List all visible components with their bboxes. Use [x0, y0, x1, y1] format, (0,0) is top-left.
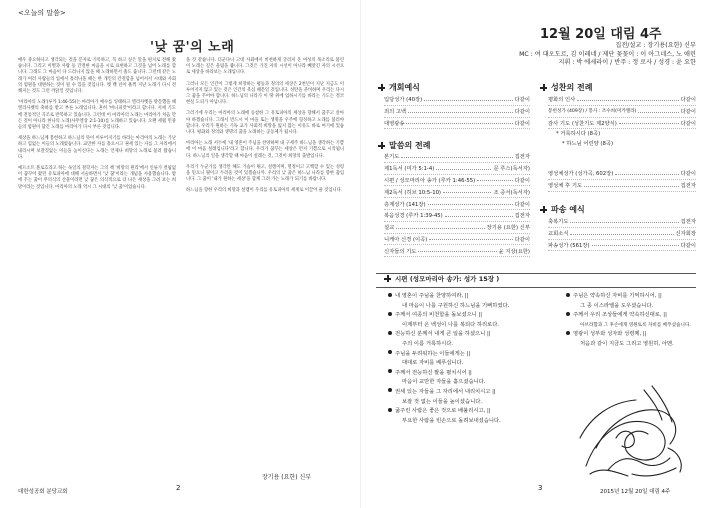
cross-icon [378, 84, 385, 91]
order-item: 시편 / 성모마리아 송가 (루카 1:46-55) 다같이 [384, 175, 530, 187]
verse-line: 주께서 우리 조상들에게 약속하신대로, || [566, 311, 691, 321]
sub-item: * 거룩하시다 (8곡) [556, 131, 601, 137]
section-heading-sacrament: 성찬의 전례 [540, 82, 592, 93]
cross-icon [378, 142, 385, 149]
verse-line: 그 종 이스라엘을 도우셨습니다. [580, 302, 654, 309]
verse-line: 대대로 자비를 베푸십니다. [402, 360, 464, 367]
order-item: 영성체성가 (성가곡, 602장) 다같이 [548, 168, 696, 180]
section-heading-dismissal: 파송 예식 [540, 204, 585, 215]
section-heading-opening: 개회예식 [378, 82, 420, 93]
order-item: 대영광송 다같이 [384, 118, 530, 130]
order-item: 입당성가 (40장) 다같이 [384, 94, 530, 106]
verse-line: 보잘 것 없는 이들을 높이셨습니다. [402, 398, 483, 405]
eucharist-sublist [556, 129, 613, 149]
page-number-left: 2 [176, 484, 181, 492]
word-order-list [384, 151, 530, 257]
cross-icon [540, 206, 547, 213]
order-item: 설교 장기용 (요한) 신부 [384, 222, 530, 234]
order-item: 신자들의 기도 윤 지상(요한) [384, 245, 530, 257]
sermon-column-2 [186, 58, 344, 200]
paragraph: 우리가 누군가를 생각만 해도 가슴이 뛰고, 설렘이며, 열정이고 고백할 수 있는 성령을 믿으니 뭣이고 두려울 것이 있겠습니까. 우리의 낮 꿈은 하느님 나라를 향한 꿈입니다. 그 꿈이 '내가 원하는 세상'을 함께 그려 가는 노래가 되기를 바랍니다. [186, 164, 344, 183]
order-item: 교회소식 신자회장 [548, 228, 696, 240]
page-number-right: 3 [538, 484, 543, 492]
order-item: 본기도 집전자 [384, 151, 530, 163]
communion-order-list [548, 168, 696, 192]
verse-line: 주님을 두려워하는 이들에게는 || [388, 350, 509, 360]
sermon-column-1 [18, 58, 176, 196]
order-item: 봉헌성가 (409장) / 봉사 : 조수희(미카엘라) 다같이 [548, 106, 696, 118]
order-item: 영성체 후 기도 집전자 [548, 180, 696, 192]
order-item: 죄의 고백 다같이 [384, 106, 530, 118]
credit-line: 집전/설교 : 장기용(요한) 신부 [615, 42, 696, 49]
paragraph: 세상을 하느님께 봉헌하고 하느님의 뜻이 이루어지기를 바라는 마리아의 노래는 가난하고 힘없는 이들의 노래였습니다. 교만한 자를 흩으시고 권세 있는 자를 그 자리에서 내리시며 보잘것없는 이들을 높이신다는 노래는 언제나 희망의 노래로 불려 왔습니다. [18, 136, 176, 160]
order-item: 감사 기도 (성찬기도 제2양식) 다같이 [548, 118, 696, 130]
order-item: 복음성경 (루카 1:39-45) 집전자 [384, 210, 530, 222]
verse-line: 아브라함과 그 후손에게 영원토록 자비를 베푸셨습니다. [580, 322, 691, 328]
paragraph: 하느님을 향한 우리의 희망과 설렘이 우리를 유토피아의 세계로 이끌어 줄 것입니다. [186, 188, 343, 194]
verse-line: 마음이 교만한 자들을 흩으셨습니다. [402, 379, 486, 386]
order-item: 니케아 신경 (이곡) 다같이 [384, 234, 530, 246]
verse-line: 주의 이름 거룩하시다. [402, 340, 454, 347]
dismissal-order-list [548, 216, 696, 251]
opening-order-list [384, 94, 530, 129]
sermon-signature: 장기용 (요한) 신부 [262, 474, 312, 481]
order-item: 파송성가 (561장) 다같이 [548, 240, 696, 252]
cross-icon [540, 84, 547, 91]
page-divider [360, 0, 361, 508]
verse-line: 전능하신 분께서 내게 큰 일을 하셨으니 || [388, 330, 509, 340]
sacrament-order-list [548, 94, 696, 129]
sermon-title: '낮 꿈'의 노래 [150, 40, 235, 55]
hand-sketch-illustration [566, 378, 692, 482]
order-item: 층계성가 (141장) 다같이 [384, 198, 530, 210]
paragraph: 마리아는 노래 서두에 '내 영혼이 주님을 찬양하며 내 구세주 하느님을 생각하는 기쁨에 이 마음 설레입니다'라고 합니다. 우리가 꿈꾸는 세상은 먼저 기쁨으로 시작됩니다. 하느님의 일을 생각할 때 마음이 설레는 것, 그것이 희망의 출발입니다. [186, 141, 344, 159]
paragraph: 그러기에 우리는 마리아의 노래에 동참한 그 유토피아의 세상을 향해서 꿈꾸고 살아야 하겠습니다. 그래서 반드시 이 마을 또는 생명을 우주에 형성하고 노래를 불러야 합니다. 우리가 원하는 기독 교가 사회적 희망을 잃지 않는 이유도 바로 여기에 있습니다. 평화와 정의와 생명의 꿈을 노래하는 공동체가 됩시다. [186, 111, 344, 136]
cross-icon [384, 275, 391, 282]
section-heading-word: 말씀의 전례 [378, 140, 430, 151]
order-item: 축복기도 집전자 [548, 216, 696, 228]
verse-line: 영광이 성부와 성자와 성령께, || [566, 330, 691, 340]
verse-line: 주께서 여종의 비천함을 돌보셨으니 || [388, 311, 509, 321]
verse-line: 처음과 같이 지금도 그리고 영원히, 아멘. [580, 340, 674, 347]
verse-line: 주께서 전능하신 팔을 펼치시어 || [388, 369, 509, 379]
psalm-verses-left [388, 292, 509, 426]
footer-date: 2015년 12월 20일 대림 4주 [600, 489, 671, 495]
paragraph: 매우 중요하다고 생각되는 것을 문자로 기록하고, 꼭 하고 싶은 말을 편지로 전해 왔습니다. 그리고 이별과 사람 등 간절한 마음을 시로 표현하고 그것을 넘어 노래를 합니다. 그래도 그 마음이 다 드러나지 않을 때 노래하면서 춤도 춥니다. 그런데 같은 노래가 여러 사람들의 입에서 흘러나올 때는 한 개인의 간절함을 넘어서서 시대와 사회의 염원을 대변하는 것이 될 수 있을 것입니다. 옛 백 년이 훌쩍 지난 노래가 다시 전해지는 것도 그런 까닭일 것입니다. [18, 58, 176, 95]
credit-line: MC : 여 대오도르, 김 이레네 / 제단 꽃꽂이 : 이 아그네스, 노 애린 [519, 50, 696, 58]
verse-line: 주님은 약속하신 자비를 기억하시어, || [566, 292, 691, 302]
verse-line: 내 영혼이 주님을 찬양하여라, || [388, 292, 509, 302]
order-item: 제1독서 (미가 5:1-4) 문 루스(독서자) [384, 163, 530, 175]
psalm-verses-right [566, 292, 691, 350]
order-item: 평화의 인사 다같이 [548, 94, 696, 106]
paragraph: 예르소트 볼로흐라고 하는 독일의 철학자는 그의 책 '희망의 원리'에서 인류가 결핍없이 꿈꾸어 왔던 유토피아에 대해 서술하면서 '낮 꿈'이라는 개념을 사용했습니다. 밤에 꾸는 꿈이 무의식의 산물이라면 낮 꿈은 의식적으로 더 나은 세상을 그려 보는 희망이라는 것입니다. 마리아의 노래 역시 그 시대의 '낮 꿈'이었습니다. [18, 166, 176, 190]
section-header: <오늘의 말씀> [18, 9, 66, 17]
verse-line: 권세 있는 자들을 그 자리에서 내리치시고 || [388, 388, 509, 398]
verse-line: 부요한 사람을 빈손으로 돌려보내셨습니다. [402, 417, 501, 424]
psalm-heading: 시편 (성모마리아 송가: 성가 15장 ) [384, 274, 499, 283]
paragraph: 그러나 모든 인간이 그렇게 희망하는 평등과 정의의 세상은 2천년이 지난 지금도 이루어지지 않고 있는 것은 인간의 욕심 때문일 것입니다. 성탄을 준비하며 우리는 다시 그 꿈을 꾸어야 합니다. 하느님의 나라가 이 땅 위에 임하시기를 바라는 기도는 결코 현실 도피가 아닙니다. [186, 81, 344, 106]
service-title: 12월 20일 대림 4주 [540, 27, 662, 42]
verse-line: 이제부터 온 백성이 나를 복되다 하리로다. [402, 321, 500, 328]
service-credits [448, 42, 696, 68]
sub-item: * 하느님 어린양 (8곡) [562, 141, 614, 147]
paragraph: 을 것 같습니다. 더군다나 고대 사회에서 비천하게 굴려져 온 여성의 목소리로 불린 이 노래는 깊은 울림을 줍니다. 그것은 가진 자의 시선이 아니라 빼앗긴 자의 시선으로 세상을 바라보는 노래입니다. [186, 58, 344, 76]
verse-line: 굶주린 사람은 좋은 것으로 배불리시고, || [388, 407, 509, 417]
order-item: 제2독서 (히브 10:5-10) 조 증서(독서자) [384, 186, 530, 198]
footer-church-name: 대한성공회 분당교회 [18, 489, 68, 495]
paragraph: '마리아의 노래'(루카 1:46-55)는 마리아가 예수를 잉태하고 엘리사벳을 방문했을 때 엘리사벳의 축하를 받고 부른 노래입니다. 흔히 '마니피캇'이라고 합니다. 저세 기도에 전통적인 곡조로 반복하고 있습니다. 그런데 이 마리아의 노래는 마리아가 처음 만든 것이 아니라 한나의 노래(사무엘상 2:1-10)를 노래하고 있습니다. 오랜 세월 민중들의 염원이 담긴 노래를 마리아가 다시 부른 것입니다. [18, 100, 176, 131]
verse-line: 내 마음이 나를 구원하신 하느님을 기뻐하였다. [402, 302, 510, 309]
credit-line: 지휘 : 박 에세라이 / 반주 : 정 로사 / 성경 : 윤 요한 [558, 59, 696, 66]
